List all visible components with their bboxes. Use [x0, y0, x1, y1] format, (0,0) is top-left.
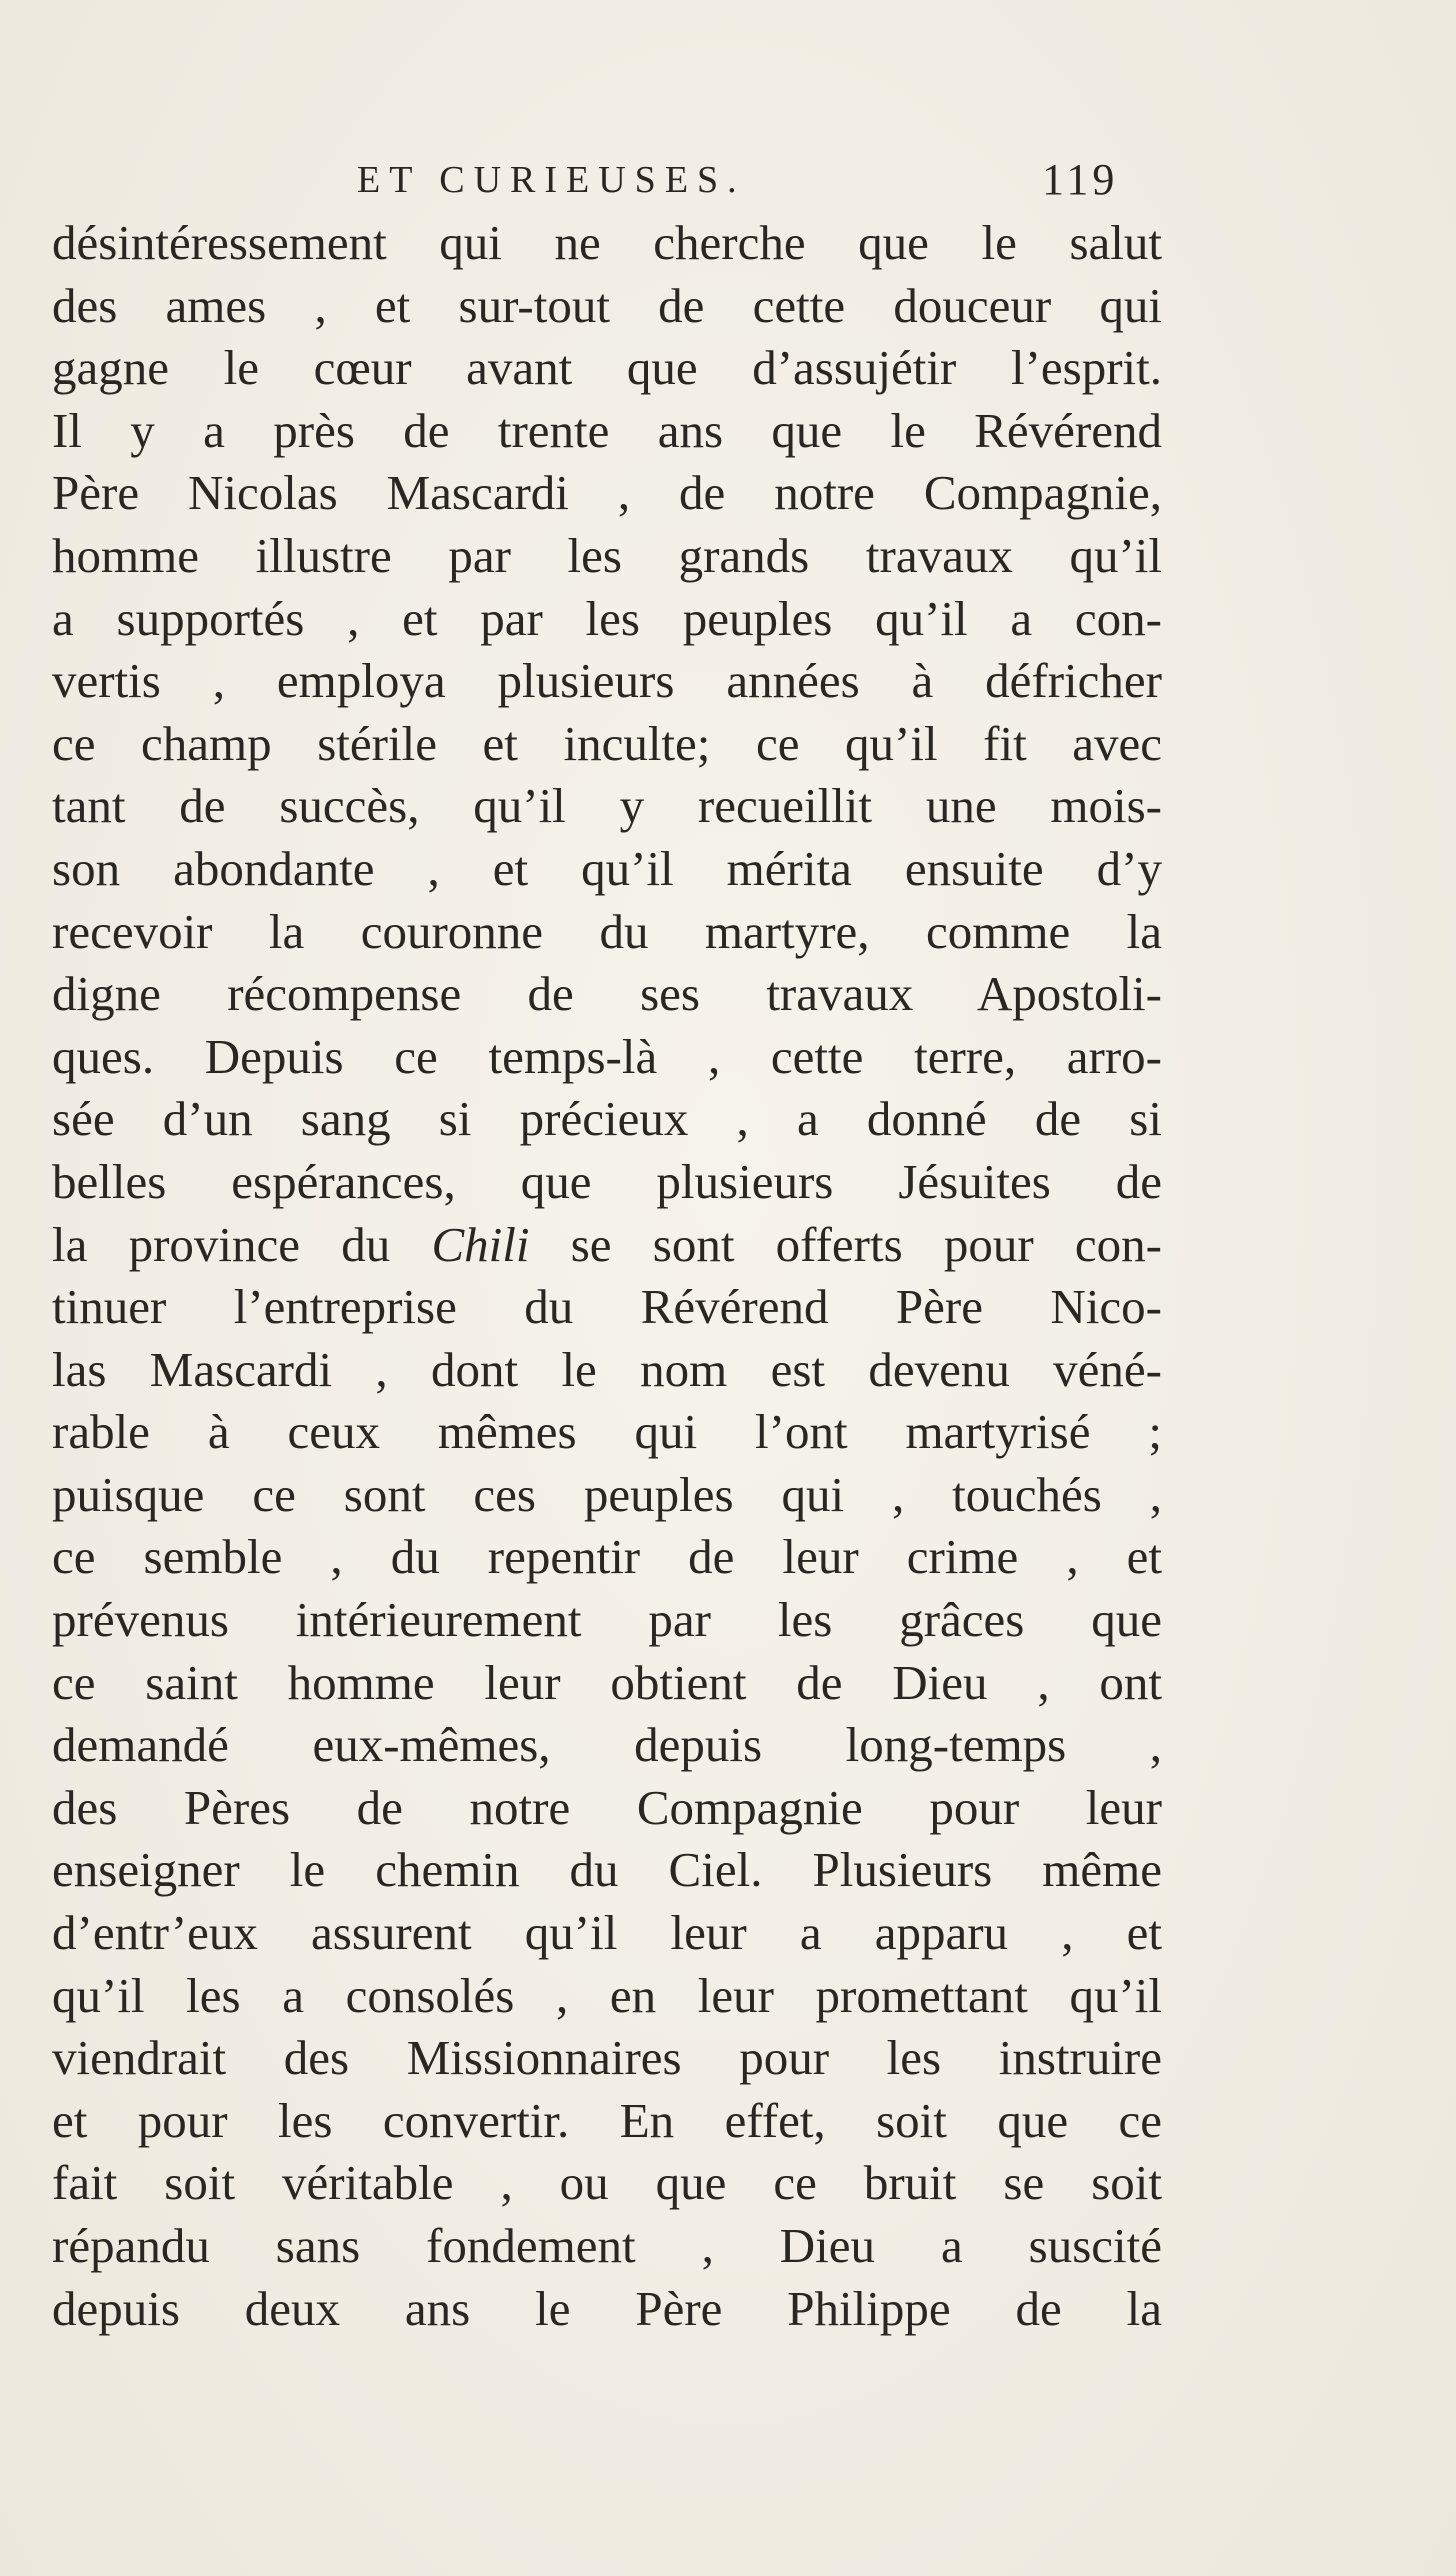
text-line: et pour les convertir. En effet, soit que ce	[52, 2092, 1162, 2148]
text-line: fait soit véritable , ou que ce bruit se soit	[52, 2155, 1162, 2211]
text-line: répandu sans fondement , Dieu a suscité	[52, 2218, 1162, 2273]
text-line: tinuer l’entreprise du Révérend Père Nico-	[52, 1279, 1162, 1335]
text-line: digne récompense de ses travaux Apostoli-	[52, 966, 1162, 1022]
text-line: rable à ceux mêmes qui l’ont martyrisé ;	[52, 1404, 1162, 1460]
text-fragment: la province du	[52, 1216, 432, 1272]
body-text	[52, 212, 1162, 2340]
text-line: viendrait des Missionnaires pour les instruire	[52, 2030, 1162, 2086]
italic-place-name: Chili	[431, 1216, 530, 1272]
text-line: sée d’un sang si précieux , a donné de si	[52, 1091, 1162, 1147]
text-line: qu’il les a consolés , en leur promettant qu’il	[52, 1967, 1162, 2023]
text-line: ce saint homme leur obtient de Dieu , ont	[52, 1654, 1162, 1710]
text-line: ques. Depuis ce temps-là , cette terre, arro-	[52, 1028, 1162, 1084]
text-line: recevoir la couronne du martyre, comme la	[52, 903, 1162, 959]
text-line: demandé eux-mêmes, depuis long-temps ,	[52, 1717, 1162, 1773]
text-line: des Pères de notre Compagnie pour leur	[52, 1779, 1162, 1835]
text-line: enseigner le chemin du Ciel. Plusieurs même	[52, 1842, 1162, 1898]
text-line: ce champ stérile et inculte; ce qu’il fit avec	[52, 715, 1162, 771]
text-line: puisque ce sont ces peuples qui , touchés ,	[52, 1466, 1162, 1522]
text-line: désintéressement qui ne cherche que le salut	[52, 215, 1162, 270]
page-number: 119	[1042, 155, 1119, 204]
text-line: gagne le cœur avant que d’assujétir l’esprit.	[52, 340, 1162, 396]
text-line: son abondante , et qu’il mérita ensuite d’y	[52, 840, 1162, 896]
text-line: Père Nicolas Mascardi , de notre Compagnie,	[52, 465, 1162, 521]
text-line: Il y a près de trente ans que le Révérend	[52, 402, 1162, 458]
text-line: d’entr’eux assurent qu’il leur a apparu , et	[52, 1905, 1162, 1961]
text-line: a supportés , et par les peuples qu’il a con-	[52, 590, 1162, 646]
text-line-with-italic	[52, 1214, 1162, 1277]
text-line: depuis deux ans le Père Philippe de la	[52, 2280, 1162, 2336]
text-fragment: se sont offerts pour con-	[529, 1216, 1162, 1272]
text-line: des ames , et sur-tout de cette douceur qui	[52, 277, 1162, 333]
text-line: belles espérances, que plusieurs Jésuites de	[52, 1153, 1162, 1209]
text-line: tant de succès, qu’il y recueillit une mois-	[52, 778, 1162, 834]
text-line: ce semble , du repentir de leur crime , et	[52, 1529, 1162, 1585]
text-line: prévenus intérieurement par les grâces que	[52, 1592, 1162, 1648]
text-line: las Mascardi , dont le nom est devenu véné-	[52, 1341, 1162, 1397]
running-head	[0, 150, 1456, 210]
running-title: ET CURIEUSES.	[357, 159, 746, 201]
text-line: vertis , employa plusieurs années à défricher	[52, 653, 1162, 709]
text-line: homme illustre par les grands travaux qu’il	[52, 527, 1162, 583]
